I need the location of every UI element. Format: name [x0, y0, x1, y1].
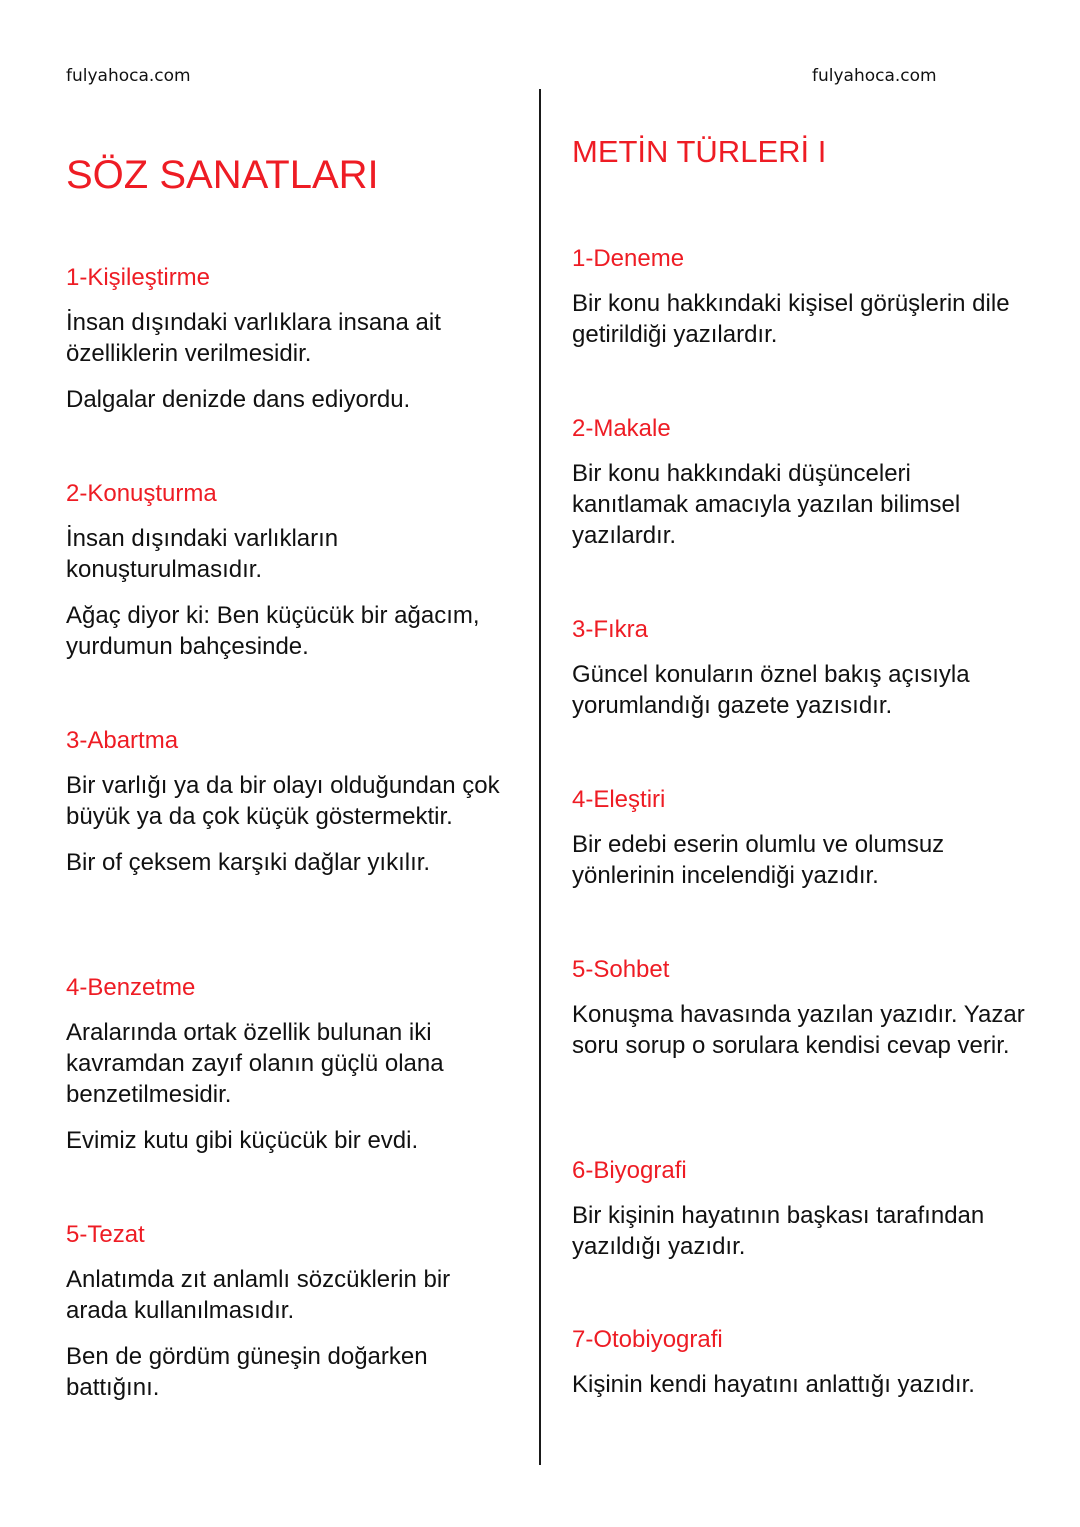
left-column: [66, 152, 516, 1401]
right-column: [572, 134, 1032, 1398]
section-heading: 6-Biyografi: [572, 1157, 687, 1184]
section-definition: İnsan dışındaki varlıkların konuşturulmasıdır.: [66, 525, 339, 583]
section-definition: Kişinin kendi hayatını anlattığı yazıdır.: [572, 1371, 975, 1398]
section-heading: 5-Tezat: [66, 1221, 145, 1248]
section-benzetme: [66, 972, 516, 1171]
section-definition: Anlatımda zıt anlamlı sözcüklerin bir arada kullanılmasıdır.: [66, 1266, 451, 1324]
section-fikra: [572, 614, 1032, 736]
section-heading: 2-Makale: [572, 415, 671, 442]
section-heading: 1-Kişileştirme: [66, 264, 211, 291]
page-title-right: METİN TÜRLERİ I: [572, 134, 827, 169]
section-definition: Güncel konuların öznel bakış açısıyla yorumlandığı gazete yazısıdır.: [572, 661, 970, 719]
section-biyografi: [572, 1155, 1032, 1277]
section-heading: 7-Otobiyografi: [572, 1326, 723, 1353]
section-definition: Bir kişinin hayatının başkası tarafından yazıldığı yazıdır.: [572, 1202, 985, 1260]
section-heading: 4-Eleştiri: [572, 786, 666, 813]
section-heading: 4-Benzetme: [66, 974, 196, 1001]
section-definition: Bir edebi eserin olumlu ve olumsuz yönlerinin incelendiği yazıdır.: [572, 831, 945, 889]
section-heading: 3-Abartma: [66, 727, 179, 754]
section-example: Bir of çeksem karşıki dağlar yıkılır.: [66, 849, 431, 876]
section-definition: Konuşma havasında yazılan yazıdır. Yazar soru sorup o sorulara kendisi cevap verir.: [572, 1001, 1025, 1059]
section-definition: Aralarında ortak özellik bulunan iki kavramdan zayıf olanın güçlü olana benzetilmesidir.: [66, 1019, 444, 1108]
section-makale: [572, 413, 1032, 566]
section-example: Evimiz kutu gibi küçücük bir evdi.: [66, 1127, 419, 1154]
section-kisilestirme: [66, 262, 516, 430]
section-heading: 2-Konuşturma: [66, 480, 217, 507]
section-konusturma: [66, 478, 516, 677]
section-heading: 1-Deneme: [572, 245, 685, 272]
section-abartma: [66, 725, 516, 893]
section-definition: Bir konu hakkındaki düşünceleri kanıtlamak amacıyla yazılan bilimsel yazılardır.: [572, 460, 961, 549]
site-url-left: fulyahoca.com: [66, 66, 191, 86]
section-example: Dalgalar denizde dans ediyordu.: [66, 386, 411, 413]
section-definition: Bir konu hakkındaki kişisel görüşlerin dile getirildiği yazılardır.: [572, 290, 1010, 348]
section-otobiyografi: [572, 1324, 1032, 1415]
column-divider: [539, 89, 541, 1465]
section-definition: Bir varlığı ya da bir olayı olduğundan çok büyük ya da çok küçük göstermektir.: [66, 772, 500, 830]
section-sohbet: [572, 954, 1032, 1076]
section-heading: 3-Fıkra: [572, 616, 649, 643]
section-elestiri: [572, 784, 1032, 906]
page-title-left: SÖZ SANATLARI: [66, 153, 379, 197]
section-heading: 5-Sohbet: [572, 956, 670, 983]
section-deneme: [572, 243, 1032, 365]
section-example: Ben de gördüm güneşin doğarken battığını.: [66, 1343, 428, 1401]
site-url-right: fulyahoca.com: [812, 66, 937, 86]
section-definition: İnsan dışındaki varlıklara insana ait özelliklerin verilmesidir.: [66, 309, 441, 367]
section-example: Ağaç diyor ki: Ben küçücük bir ağacım, yurdumun bahçesinde.: [66, 602, 480, 660]
section-tezat: [66, 1219, 516, 1418]
